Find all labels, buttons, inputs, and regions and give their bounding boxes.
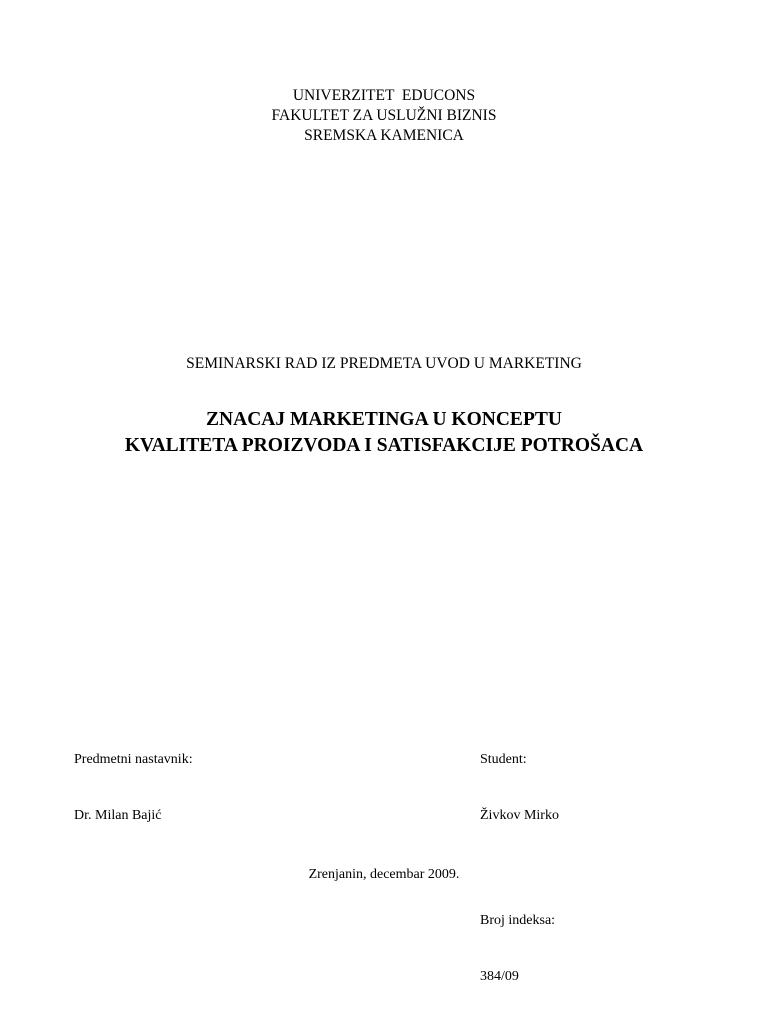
location-name: SREMSKA KAMENICA — [304, 127, 464, 144]
paper-subtitle: SEMINARSKI RAD IZ PREDMETA UVOD U MARKETING — [186, 355, 582, 372]
university-name: UNIVERZITET EDUCONS — [292, 87, 476, 104]
faculty-name: FAKULTET ZA USLUŽNI BIZNIS — [271, 107, 497, 124]
mentor-block — [74, 714, 193, 862]
mentor-label: Predmetni nastavnik: — [74, 752, 193, 767]
paper-title-line-1: ZNACAJ MARKETINGA U KONCEPTU — [206, 409, 562, 430]
mentor-name: Dr. Milan Bajić — [74, 807, 162, 823]
place-and-date: Zrenjanin, decembar 2009. — [308, 867, 460, 882]
student-label: Student: — [480, 752, 527, 767]
paper-title-line-2: KVALITETA PROIZVODA I SATISFAKCIJE POTROŠACA — [124, 435, 644, 456]
index-label: Broj indeksa: — [480, 913, 556, 928]
index-value: 384/09 — [480, 968, 519, 984]
student-name: Živkov Mirko — [480, 807, 559, 823]
